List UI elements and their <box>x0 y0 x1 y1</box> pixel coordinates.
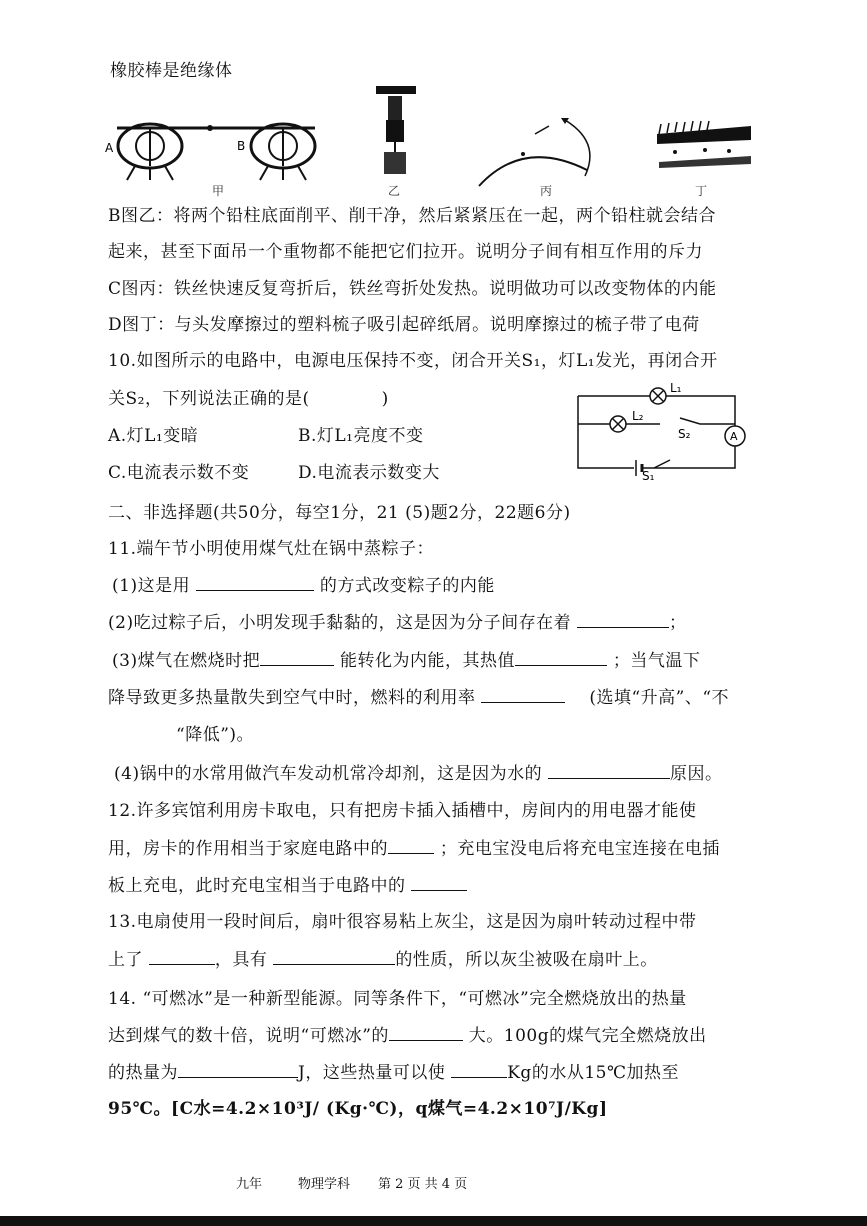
q11-part2-text: (2)吃过粽子后，小明发现手黏黏的，这是因为分子间存在着 <box>108 613 572 633</box>
q11-part1-text2: 的方式改变粽子的内能 <box>319 576 495 596</box>
q11-part4 <box>114 762 723 785</box>
q14-stem-line3 <box>108 1061 679 1084</box>
q10-stem-text: 关S₂，下列说法正确的是( <box>108 389 310 409</box>
q11-blank-1[interactable] <box>196 574 314 591</box>
q11-part1 <box>112 574 495 597</box>
q14-blank-1[interactable] <box>389 1024 463 1041</box>
q14-stem-line1: 14. “可燃冰”是一种新型能源。同等条件下，“可燃冰”完全燃烧放出的热量 <box>108 989 687 1009</box>
q12-text2: ；充电宝没电后将充电宝连接在电插 <box>439 839 720 859</box>
q9-option-b-line2: 起来，甚至下面吊一个重物都不能把它们拉开。说明分子间有相互作用的斥力 <box>108 242 703 262</box>
circuit-diagram <box>570 376 750 480</box>
figure-yi <box>368 84 424 192</box>
figure-label-b: B <box>237 139 246 153</box>
q11-part3 <box>112 649 700 672</box>
q10-option-c: C.电流表示数不变 <box>108 463 250 483</box>
q14-constants: 95℃。[C水=4.2×10³J/ (Kg·℃)，q煤气=4.2×10⁷J/Kg] <box>108 1099 608 1119</box>
q10-option-d: D.电流表示数变大 <box>298 463 440 483</box>
q12-stem-line1: 12.许多宾馆利用房卡取电，只有把房卡插入插槽中，房间内的用电器才能使 <box>108 801 697 821</box>
q11-part3-text: (3)煤气在燃烧时把 <box>112 651 261 671</box>
circuit-label-s1: S₁ <box>642 469 655 480</box>
figure-ding <box>655 120 761 180</box>
section-heading: 二、非选择题(共50分，每空1分，21 (5)题2分，22题6分) <box>108 503 571 523</box>
q11-part3-end: “降低”)。 <box>176 725 255 745</box>
circuit-ammeter-label: A <box>730 430 738 443</box>
q11-stem: 11.端午节小明使用煤气灶在锅中蒸粽子： <box>108 539 435 559</box>
figure-bing <box>475 112 605 192</box>
q12-text: 用，房卡的作用相当于家庭电路中的 <box>108 839 388 859</box>
circuit-label-l1: L₁ <box>670 381 682 395</box>
q13-stem-line2 <box>108 948 658 971</box>
q13-blank-2[interactable] <box>273 948 395 965</box>
q11-part3-text4: 降导致更多热量散失到空气中时，燃料的利用率 <box>108 688 476 708</box>
q13-text: 上了 <box>108 950 143 970</box>
footer-page: 第 2 页 共 4 页 <box>378 1177 468 1192</box>
q12-blank-2[interactable] <box>411 874 467 891</box>
q13-text3: 的性质，所以灰尘被吸在扇叶上。 <box>395 950 658 970</box>
footer-grade: 九年 <box>236 1177 263 1192</box>
q11-part4-end: 原因。 <box>670 764 723 784</box>
q14-text3: 的热量为 <box>108 1063 178 1083</box>
footer-subject: 物理学科 <box>298 1177 351 1192</box>
q14-text5: Kg的水从15℃加热至 <box>507 1063 679 1083</box>
q10-stem-line2 <box>108 388 389 410</box>
q11-part2-end: ； <box>669 613 687 633</box>
q9-option-b-line1: B图乙：将两个铅柱底面削平、削干净，然后紧紧压在一起，两个铅柱就会结合 <box>108 206 716 226</box>
q11-blank-4[interactable] <box>515 649 607 666</box>
circuit-label-l2: L₂ <box>632 409 644 423</box>
q13-blank-1[interactable] <box>149 948 215 965</box>
q12-stem-line2 <box>108 837 720 860</box>
q10-option-b: B.灯L₁亮度不变 <box>298 426 424 446</box>
q14-blank-2[interactable] <box>178 1061 298 1078</box>
q12-stem-line3 <box>108 874 467 897</box>
figure-label-a: A <box>105 141 114 155</box>
q11-part3-text5: (选填“升高”、“不 <box>589 688 730 708</box>
q11-blank-6[interactable] <box>548 762 670 779</box>
q14-stem-line2 <box>108 1024 707 1047</box>
q13-stem-line1: 13.电扇使用一段时间后，扇叶很容易粘上灰尘，这是因为扇叶转动过程中带 <box>108 912 697 932</box>
q11-blank-3[interactable] <box>260 649 334 666</box>
q11-blank-5[interactable] <box>481 686 565 703</box>
q10-stem-line1: 10.如图所示的电路中，电源电压保持不变，闭合开关S₁，灯L₁发光，再闭合开 <box>108 351 718 371</box>
q14-blank-3[interactable] <box>451 1061 507 1078</box>
q11-part1-text: (1)这是用 <box>112 576 191 596</box>
q14-text4: J，这些热量可以使 <box>298 1063 446 1083</box>
q11-part3-text2: 能转化为内能，其热值 <box>340 651 515 671</box>
q10-stem-paren: ) <box>381 389 389 409</box>
q9-option-d: D图丁：与头发摩擦过的塑料梳子吸引起碎纸屑。说明摩擦过的梳子带了电荷 <box>108 315 700 335</box>
figure-jia <box>105 100 335 192</box>
q14-text2: 大。100g的煤气完全燃烧放出 <box>468 1026 707 1046</box>
figure-caption-yi: 乙 <box>388 184 401 198</box>
q12-text3: 板上充电，此时充电宝相当于电路中的 <box>108 876 406 896</box>
q11-part3-text3: ；当气温下 <box>612 651 701 671</box>
figure-caption-bing: 丙 <box>540 184 553 198</box>
scan-edge-bar <box>0 1216 867 1226</box>
figure-caption-ding: 丁 <box>695 184 708 198</box>
q11-part4-text: (4)锅中的水常用做汽车发动机常冷却剂，这是因为水的 <box>114 764 543 784</box>
q11-blank-2[interactable] <box>577 611 669 628</box>
q12-blank-1[interactable] <box>388 837 434 854</box>
q11-part2 <box>108 611 687 634</box>
q14-text: 达到煤气的数十倍，说明“可燃冰”的 <box>108 1026 389 1046</box>
circuit-label-s2: S₂ <box>678 427 691 441</box>
q9-option-c: C图丙：铁丝快速反复弯折后，铁丝弯折处发热。说明做功可以改变物体的内能 <box>108 279 717 299</box>
answer-option-a-tail: 橡胶棒是绝缘体 <box>110 61 233 81</box>
q10-option-a: A.灯L₁变暗 <box>108 426 199 446</box>
q11-part3-cont <box>108 686 729 709</box>
figure-caption-jia: 甲 <box>212 184 225 198</box>
q13-text2: ，具有 <box>214 950 268 970</box>
